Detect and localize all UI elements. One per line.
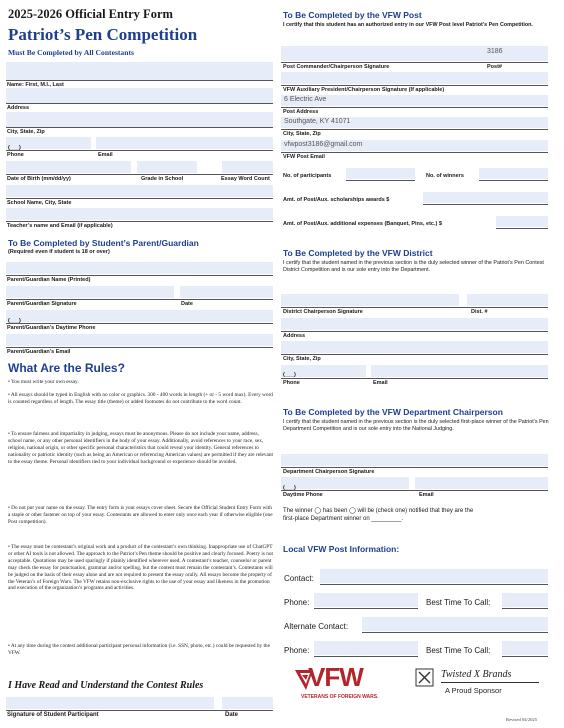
student-address-field[interactable] [6, 88, 273, 103]
student-sign-date-label: Date [225, 712, 239, 718]
vfw-tagline: VETERANS OF FOREIGN WARS. [301, 694, 379, 700]
local-besttime-label: Best Time To Call: [426, 598, 491, 607]
district-city-field[interactable] [281, 341, 548, 353]
department-phone-label: Daytime Phone [283, 492, 323, 498]
local-phone2-label: Phone: [284, 646, 310, 655]
guardian-note: (Required even if student is 18 or over) [8, 249, 110, 255]
guardian-phone-field[interactable] [6, 310, 273, 322]
student-dob-label: Date of Birth (mm/dd/yy) [7, 176, 71, 182]
vfw-logo-text: VFW [308, 662, 363, 692]
student-city-field[interactable] [6, 112, 273, 127]
teacher-label: Teacher’s name and Email (if applicable) [7, 223, 113, 229]
post-address-value: 6 Electric Ave [284, 96, 327, 103]
district-city-label: City, State, Zip [283, 356, 321, 362]
vfw-logo [293, 662, 385, 708]
local-contact-field[interactable] [320, 569, 548, 583]
revised-date: Revised 04/2025 [506, 717, 538, 722]
department-email-field[interactable] [415, 477, 548, 489]
post-address-label: Post Address [283, 109, 319, 115]
sponsor-tag: A Proud Sponsor [445, 686, 502, 695]
participants-field[interactable] [346, 168, 415, 179]
student-name-field[interactable] [6, 62, 273, 80]
rule-3: • To ensure fairness and impartiality in judging, essays must be anonymous. Please do not include your name, address, school name, or any other personal identifiers in the body of your essay. Additionally, avoid references to your race, sex, religion, national origin, or other specific personal characteristics that could reveal your identity. General references to nationality or patriotic identity (such as being an American or referencing American values) are permitted if they are relevant to the essay theme. Personal identifiers tied to your individual background or experience should be avoided. [8, 431, 274, 465]
post-commander-field[interactable] [281, 46, 548, 61]
rule-5: • The essay must be contestant’s original work and a product of the contestant’s own thinking. Inappropriate use of ChatGPT or other AI tools is not allowed. The approach to the Patriot’s Pen theme should be positive and clearly focused. Poetry is not acceptable. Quotations may be used sparingly if plainly identified wherever used. A contestant’s teacher, counselor or parent may check the essay for punctuation, grammar and/or spelling, but the content must remain the contestant’s. Contestants will be judged on the basis of their essay alone and are not required to present the essay orally. All essays become the property of the Veteran’s of Foreign Wars. The VFW retains non-exclusive rights to the use of your essay and likeness in the promotion and execution of the organization’s programs and activities. [8, 544, 273, 592]
student-signature-label: Signature of Student Participant [7, 712, 99, 718]
district-number-label: Dist. # [471, 309, 488, 315]
guardian-heading: To Be Completed by Student’s Parent/Guardian [8, 238, 199, 248]
department-heading: To Be Completed by the VFW Department Chairperson [283, 407, 503, 417]
student-school-field[interactable] [6, 185, 273, 197]
student-email-label: Email [98, 152, 113, 158]
expenses-field[interactable] [496, 216, 548, 227]
department-certify: I certify that the student named in the previous section is the duly selected first-place winner of the Patriot’s Pen Department Competition and is our sole entry into the National Judging. [283, 419, 549, 433]
department-phone-field[interactable] [281, 477, 409, 489]
department-winner-line1: The winner ◯ has been ◯ will be (check one) notified that they are the [283, 508, 474, 514]
guardian-phone-paren: (___) [8, 318, 21, 324]
guardian-phone-label: Parent/Guardian’s Daytime Phone [7, 325, 96, 331]
guardian-email-field[interactable] [6, 334, 273, 346]
district-address-label: Address [283, 333, 306, 339]
department-winner-line2: first-place Department winner on _________. [283, 516, 404, 522]
student-signature-field[interactable] [6, 697, 214, 709]
local-heading: Local VFW Post Information: [283, 544, 400, 554]
district-phone-paren: (___) [283, 372, 296, 378]
scholarships-field[interactable] [423, 192, 548, 203]
rule-6: • At any time during the contest additional participant personal information (i.e. SSN, photo, etc.) could be requested by the VFW. [8, 643, 270, 656]
student-phone-paren: (___) [8, 145, 21, 151]
teacher-field[interactable] [6, 208, 273, 220]
student-city-label: City, State, Zip [7, 129, 45, 135]
guardian-signature-label: Parent/Guardian Signature [7, 301, 77, 307]
post-city-value: Southgate, KY 41071 [284, 118, 351, 125]
district-chair-field[interactable] [281, 294, 459, 306]
district-phone-label: Phone [283, 380, 300, 386]
local-besttime-field[interactable] [502, 593, 548, 607]
agreement-heading: I Have Read and Understand the Contest Rules [8, 680, 204, 691]
student-wordcount-label: Essay Word Count [221, 176, 270, 182]
winners-field[interactable] [479, 168, 548, 179]
district-email-label: Email [373, 380, 388, 386]
scholarships-label: Amt. of Post/Aux. scholarships awards $ [283, 197, 390, 203]
student-email-field[interactable] [96, 137, 273, 149]
post-certify: I certify that this student has an authorized entry in our VFW Post level Patriot’s Pen Competition. [283, 22, 533, 28]
post-heading: To Be Completed by the VFW Post [283, 10, 422, 20]
department-phone-paren: (___) [283, 485, 296, 491]
student-grade-field[interactable] [137, 161, 197, 173]
local-phone-field[interactable] [314, 593, 418, 607]
rule-2: • All essays should be typed in English with no color or graphics. 300 - 400 words in length (+ or - 5 word max). Every word is counted regardless of length. The essay title (theme) or added footnotes do not contribute to the word count. [8, 392, 273, 405]
participants-label: No. of participants [283, 173, 332, 179]
student-grade-label: Grade in School [141, 176, 184, 182]
department-chair-label: Department Chairperson Signature [283, 469, 375, 475]
guardian-date-field[interactable] [180, 286, 273, 298]
rule-4: • Do not put your name on the essay. The entry form is your essays cover sheet. Secure the Official Student Entry Form with a staple or other fastener on top of your essay. Contestants are allowed to enter only once each year if otherwise eligible (one Post competition). [8, 505, 273, 525]
department-email-label: Email [419, 492, 434, 498]
student-name-label: Name: First, M.I., Last [7, 82, 64, 88]
form-subtitle: Must Be Completed by All Contestants [8, 48, 134, 57]
rule-1: • You must write your own essay. [8, 379, 79, 385]
guardian-name-field[interactable] [6, 262, 273, 274]
post-number-label: Post# [487, 64, 502, 70]
post-city-label: City, State, Zip [283, 131, 321, 137]
student-address-label: Address [7, 105, 30, 111]
twisted-x-icon [415, 668, 434, 687]
guardian-name-label: Parent/Guardian Name (Printed) [7, 277, 91, 283]
post-number-value: 3186 [487, 48, 503, 55]
student-dob-field[interactable] [6, 161, 131, 173]
local-altcontact-label: Alternate Contact: [284, 622, 349, 631]
expenses-label: Amt. of Post/Aux. additional expenses (Banquet, Pins, etc.) $ [283, 221, 442, 227]
post-email-label: VFW Post Email [283, 154, 325, 160]
post-email-value: vfwpost3186@gmail.com [284, 141, 363, 148]
form-title: Patriot’s Pen Competition [8, 25, 198, 44]
post-auxiliary-label: VFW Auxiliary President/Chairperson Signature (If applicable) [283, 87, 445, 93]
local-phone2-field[interactable] [314, 641, 418, 655]
student-wordcount-field[interactable] [222, 161, 273, 173]
sponsor-name: Twisted X Brands [441, 669, 512, 680]
local-besttime2-label: Best Time To Call: [426, 646, 491, 655]
department-chair-field[interactable] [281, 454, 548, 466]
guardian-email-label: Parent/Guardian’s Email [7, 349, 71, 355]
local-contact-label: Contact: [284, 574, 314, 583]
local-besttime2-field[interactable] [502, 641, 548, 655]
district-chair-label: District Chairperson Signature [283, 309, 363, 315]
winners-label: No. of winners [426, 173, 464, 179]
sponsor-logo [414, 666, 556, 706]
student-sign-date-field[interactable] [222, 697, 273, 709]
local-phone-label: Phone: [284, 598, 310, 607]
guardian-date-label: Date [181, 301, 193, 307]
guardian-signature-field[interactable] [6, 286, 174, 298]
post-commander-label: Post Commander/Chairperson Signature [283, 64, 390, 70]
student-phone-label: Phone [7, 152, 24, 158]
district-address-field[interactable] [281, 318, 548, 330]
district-heading: To Be Completed by the VFW District [283, 248, 433, 258]
form-title-year: 2025-2026 Official Entry Form [8, 7, 173, 21]
post-auxiliary-field[interactable] [281, 72, 548, 84]
local-altcontact-field[interactable] [362, 617, 548, 631]
district-number-field[interactable] [467, 294, 548, 306]
student-school-label: School Name, City, State [7, 200, 72, 206]
district-certify: I certify that the student named in the previous section is the duly selected winner of the Patriot’s Pen Contest District Competition and is our sole entry into the Department. [283, 260, 544, 274]
district-email-field[interactable] [371, 365, 548, 377]
rules-heading: What Are the Rules? [8, 361, 125, 375]
